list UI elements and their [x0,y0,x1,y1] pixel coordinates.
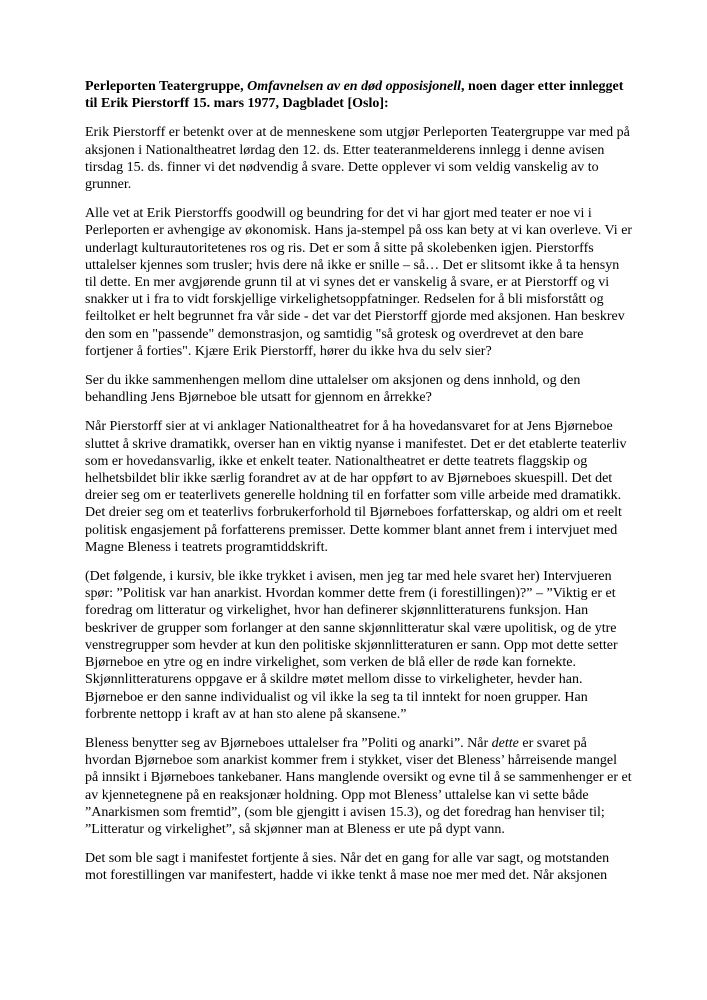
paragraph-goodwill: Alle vet at Erik Pierstorffs goodwill og beundring for det vi har gjort med teater er noe vi i Perleporten er avhengige av økonomisk. Hans ja-stempel på oss kan bety at vi kan overleve. Vi er underlagt kulturautoritetenes ros og ris. Det er som å sitte på skolebenken igjen. Pierstorffs uttalelser kjennes som trusler; hvis dere nå ikke er snille – så… Det er slitsomt ikke å ta hensyn til dette. En mer avgjørende grunn til at vi synes det er vanskelig å svare, er at Pierstorff og vi snakker ut i fra to vidt forskjellige virkelighetsoppfatninger. Redselen for å bli misforstått og feiltolket er helt begrunnet fra vår side - det var det Pierstorff gjorde med aksjonen. Han beskrev den som en "passende" demonstrasjon, og samtidig "så grotesk og overdrevet at den bare fortjener å forties". Kjære Erik Pierstorff, hører du ikke hva du selv sier? [85,206,633,359]
paragraph-bleness [85,735,633,838]
heading-publication-info: , noen dager etter innlegget til Erik Pierstorff 15. mars 1977, Dagbladet [Oslo]: [85,79,624,112]
paragraph-question: Ser du ikke sammenhengen mellom dine uttalelser om aksjonen og dens innhold, og den behandling Jens Bjørneboe ble utsatt for gjennom en årrekke? [85,373,581,406]
document-heading [85,78,633,112]
paragraph-bleness-post: er svaret på hvordan Bjørneboe som anarkist kommer frem i stykket, viser det Bleness’ hårreisende mangel på innsikt i Bjørneboes tankebaner. Hans manglende oversikt og evne til å se sammenhenger er et av kjennetegnene på en reaksjonær holdning. Opp mot Bleness’ uttalelse kan vi sette både ”Anarkismen som fremtid”, (som ble gjengitt i avisen 15.3), og det foredrag han henviser til; ”Litteratur og virkelighet”, så skjønner man at Bleness er ute på dypt vann. [85,735,632,837]
heading-author-group: Perleporten Teatergruppe, [85,79,248,94]
paragraph-intro: Erik Pierstorff er betenkt over at de menneskene som utgjør Perleporten Teatergruppe var med på aksjonen i Nationaltheatret lørdag den 12. ds. Etter teateranmelderens innlegg i denne avisen tirsdag 15. ds. finner vi det nødvendig å svare. Dette opplever vi som veldig vanskelig av to grunner. [85,125,630,193]
paragraph-interview-quote: (Det følgende, i kursiv, ble ikke trykket i avisen, men jeg tar med hele svaret her) Intervjueren spør: ”Politisk var han anarkist. Hvordan kommer dette frem (i forestillingen)?” – ”Viktig er et foredrag om litteratur og virkelighet, hvor han definerer skjønnlitteraturens funksjon. Han beskriver de grupper som forlanger at den sanne skjønnlitteratur skal være upolitisk, og de ytre venstregrupper som hevder at kun den politiske skjønnlitteraturen er sann. Opp mot dette setter Bjørneboe en ytre og en indre virkelighet, som verken de blå eller de røde kan fornekte. Skjønnlitteraturens oppgave er å skildre møtet mellom disse to virkeligheter, hevder han. Bjørneboe er den sanne individualist og vil ikke la seg ta til inntekt for noen grupper. Han forbrente nettopp i kraft av at han sto alene på skansene.” [85,569,618,722]
paragraph-bleness-emphasis: dette [491,735,519,751]
heading-work-title: Omfavnelsen av en død opposisjonell [247,79,462,94]
document-content [85,78,633,885]
paragraph-bleness-pre: Bleness benytter seg av Bjørneboes uttalelser fra ”Politi og anarki”. Når [85,735,492,751]
paragraph-nationaltheatret: Når Pierstorff sier at vi anklager Nationaltheatret for å ha hovedansvaret for at Jens Bjørneboe sluttet å skrive dramatikk, overser han en viktig nyanse i manifestet. Det er det etablerte teaterliv som er hovedansvarlig, ikke et enkelt teater. Nationaltheatret er dette teatrets flaggskip og helhetsbildet blir ikke særlig forandret av at de har oppført to av Bjørneboes skuespill. Det det dreier seg om er teaterlivets generelle holdning til en forfatter som ville arbeide med dramatikk. Det dreier seg om et teaterlivs forbrukerforhold til Bjørneboes forfatterskap, og aldri om et reelt politisk engasjement på forfatterens premisser. Dette kommer blant annet frem i intervjuet med Magne Bleness i teatrets programtiddskrift. [85,419,627,555]
paragraph-closing: Det som ble sagt i manifestet fortjente å sies. Når det en gang for alle var sagt, og motstanden mot forestillingen var manifestert, hadde vi ikke tenkt å mase noe mer med det. Når aksjonen [85,851,610,884]
